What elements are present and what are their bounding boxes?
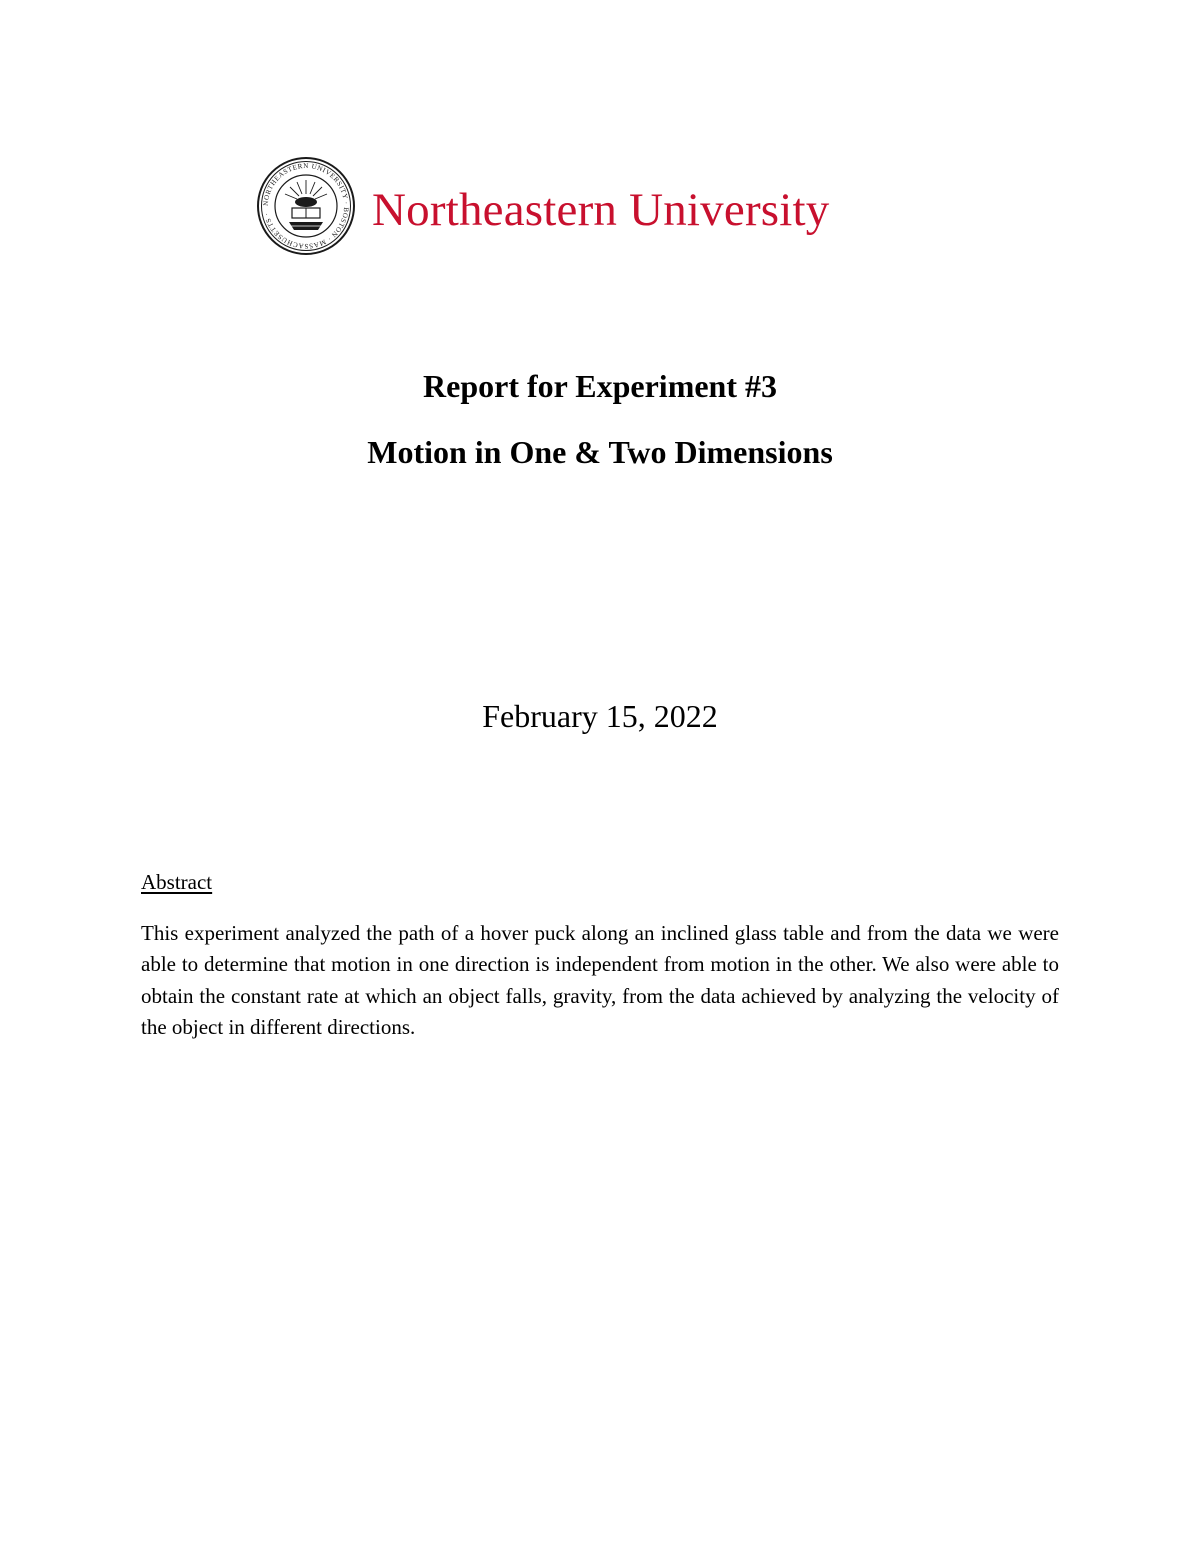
abstract-body: This experiment analyzed the path of a hover puck along an inclined glass table and from the data we were able to determine that motion in one direction is independent from motion in the other. We also were able to obtain the constant rate at which an object falls, gravity, from the data achieved by analyzing the velocity of the object in different directions. <box>141 921 1059 1039</box>
institution-wordmark: Northeastern University <box>372 184 830 236</box>
report-date: February 15, 2022 <box>482 698 718 734</box>
university-seal-icon <box>256 156 356 256</box>
report-title: Report for Experiment #3 <box>423 368 777 404</box>
abstract-heading: Abstract <box>141 870 213 894</box>
report-subtitle: Motion in One & Two Dimensions <box>367 434 833 470</box>
university-logo <box>256 156 956 256</box>
svg-text:NORTHEASTERN UNIVERSITY · BOST: NORTHEASTERN UNIVERSITY · BOSTON · MASSACHUSETTS · <box>261 161 351 251</box>
